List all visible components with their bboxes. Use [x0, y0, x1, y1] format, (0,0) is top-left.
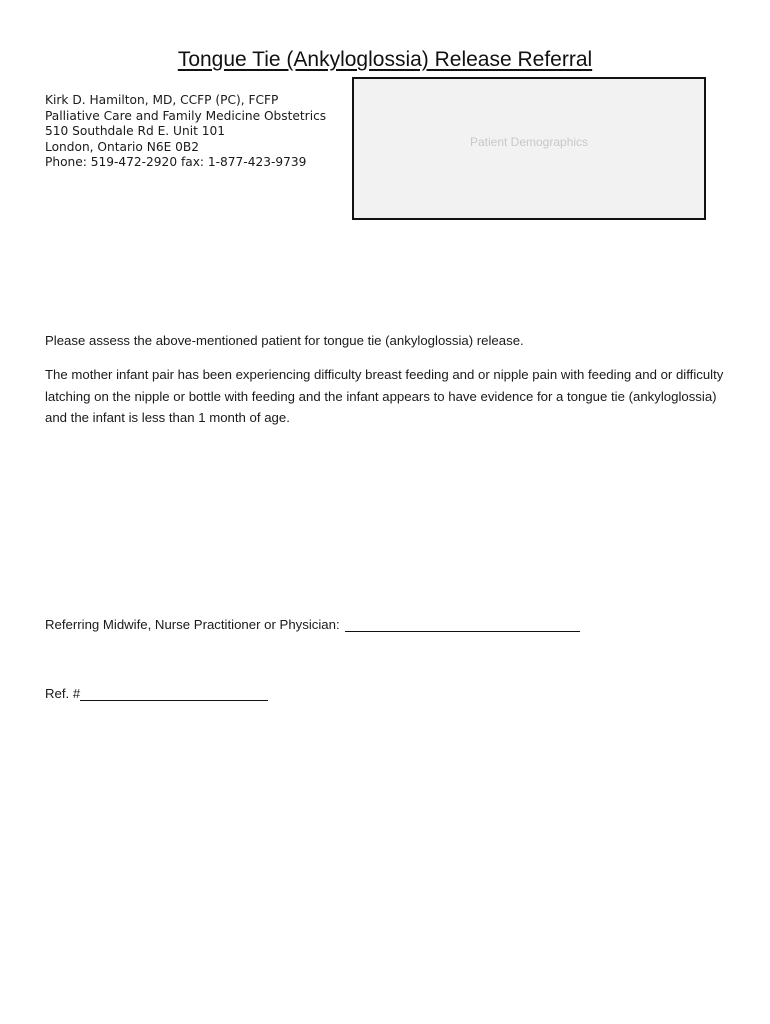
- reference-number-row: [45, 686, 268, 701]
- physician-name: Kirk D. Hamilton, MD, CCFP (PC), FCFP: [45, 93, 279, 107]
- patient-demographics-field[interactable]: [352, 77, 706, 220]
- document-title-text: Tongue Tie (Ankyloglossia) Release Referral: [177, 48, 593, 71]
- reference-number-label: Ref. #: [45, 686, 81, 701]
- patient-demographics-placeholder: Patient Demographics: [469, 135, 589, 149]
- document-title: [0, 48, 770, 72]
- referral-request-paragraph: Please assess the above-mentioned patient for tongue tie (ankyloglossia) release.: [45, 333, 524, 348]
- reference-number-field[interactable]: [80, 686, 268, 701]
- referral-reason-paragraph: The mother infant pair has been experiencing difficulty breast feeding and or nipple pain with feeding and or difficulty latching on the nipple or bottle with feeding and the infant appears to have evidence for a tongue tie (ankyloglossia) and the infant is less than 1 month of age.: [45, 367, 724, 425]
- referring-provider-label: Referring Midwife, Nurse Practitioner or Physician:: [45, 617, 340, 632]
- physician-phone-fax: Phone: 519-472-2920 fax: 1-877-423-9739: [45, 155, 307, 170]
- physician-address-block: [45, 93, 326, 171]
- referring-provider-row: [45, 617, 580, 632]
- referring-provider-signature-field[interactable]: [345, 617, 580, 632]
- physician-specialty: Palliative Care and Family Medicine Obstetrics: [45, 108, 327, 123]
- physician-city: London, Ontario N6E 0B2: [45, 139, 200, 154]
- physician-street: 510 Southdale Rd E. Unit 101: [45, 124, 225, 139]
